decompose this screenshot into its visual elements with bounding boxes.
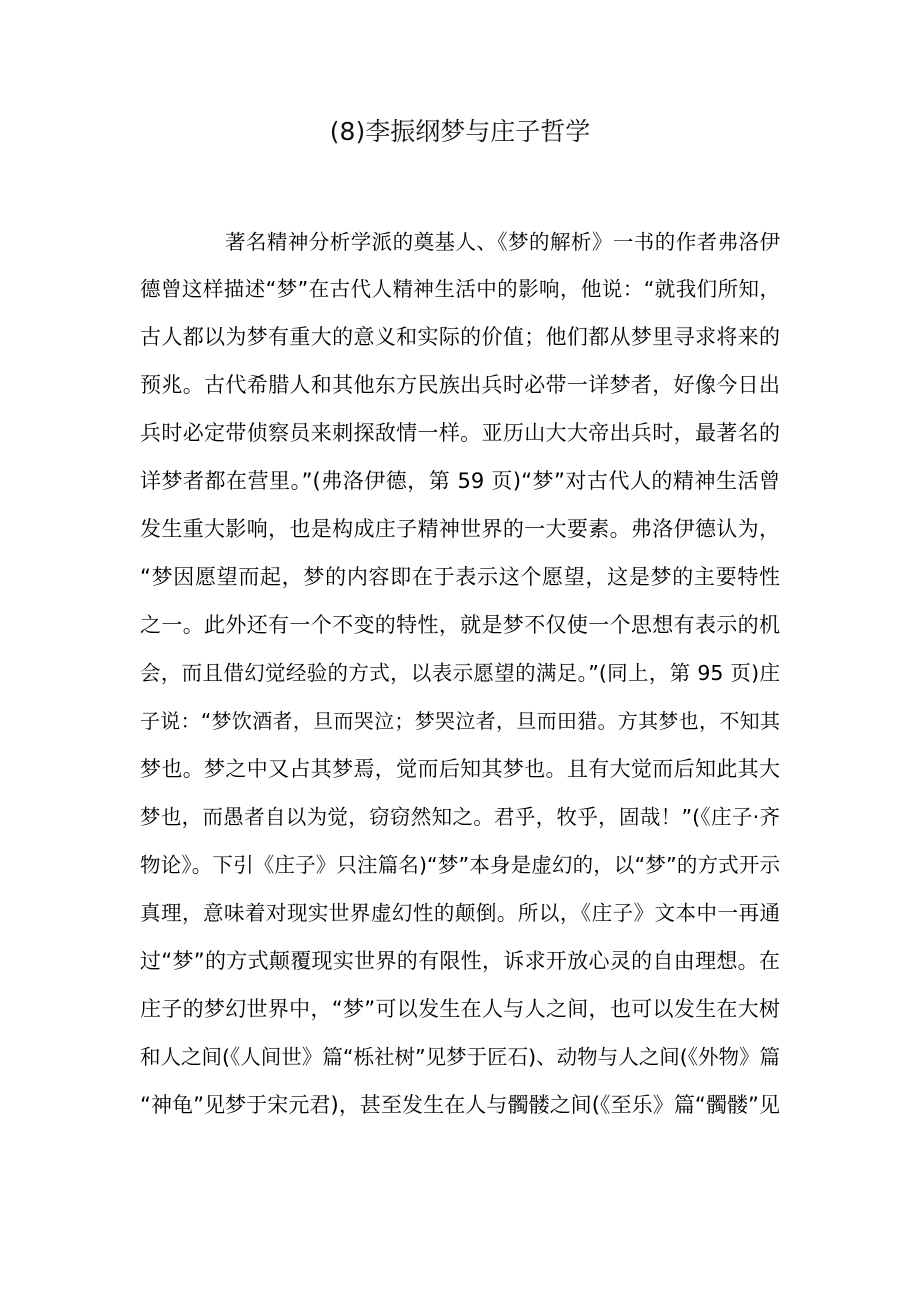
text-line: 兵时必定带侦察员来刺探敌情一样。亚历山大大帝出兵时，最著名的 xyxy=(140,421,780,445)
text-line: 详梦者都在营里。”(弗洛伊德，第 59 页)“梦”对古代人的精神生活曾 xyxy=(140,469,780,493)
text-line: 会，而且借幻觉经验的方式，以表示愿望的满足。”(同上，第 95 页)庄 xyxy=(140,661,780,685)
text-line: 之一。此外还有一个不变的特性，就是梦不仅使一个思想有表示的机 xyxy=(140,613,780,637)
text-line: 预兆。古代希腊人和其他东方民族出兵时必带一详梦者，好像今日出 xyxy=(140,373,780,397)
text-line: 古人都以为梦有重大的意义和实际的价值；他们都从梦里寻求将来的 xyxy=(140,325,780,349)
text-line: 和人之间(《人间世》篇“栎社树”见梦于匠石)、动物与人之间(《外物》篇 xyxy=(140,1045,780,1069)
text-line: 庄子的梦幻世界中，“梦”可以发生在人与人之间，也可以发生在大树 xyxy=(140,997,780,1021)
text-line: 梦也，而愚者自以为觉，窃窃然知之。君乎，牧乎，固哉！”(《庄子·齐 xyxy=(140,805,780,829)
text-line: “梦因愿望而起，梦的内容即在于表示这个愿望，这是梦的主要特性 xyxy=(140,565,780,589)
text-line: 过“梦”的方式颠覆现实世界的有限性，诉求开放心灵的自由理想。在 xyxy=(140,949,780,973)
text-line: 真理，意味着对现实世界虚幻性的颠倒。所以，《庄子》文本中一再通 xyxy=(140,901,780,925)
text-line: 发生重大影响，也是构成庄子精神世界的一大要素。弗洛伊德认为， xyxy=(140,517,780,541)
text-line: 德曾这样描述“梦”在古代人精神生活中的影响，他说：“就我们所知， xyxy=(140,277,780,301)
document-title: (8)李振纲梦与庄子哲学 xyxy=(329,117,591,146)
text-line: 梦也。梦之中又占其梦焉，觉而后知其梦也。且有大觉而后知此其大 xyxy=(140,757,780,781)
text-line: 著名精神分析学派的奠基人、《梦的解析》一书的作者弗洛伊 xyxy=(225,230,780,254)
text-line: 物论》。下引《庄子》只注篇名)“梦”本身是虚幻的，以“梦”的方式开示 xyxy=(140,853,780,877)
text-line: 子说：“梦饮酒者，旦而哭泣；梦哭泣者，旦而田猎。方其梦也，不知其 xyxy=(140,709,780,733)
text-line: “神龟”见梦于宋元君)，甚至发生在人与髑髅之间(《至乐》篇“髑髅”见 xyxy=(140,1093,780,1117)
